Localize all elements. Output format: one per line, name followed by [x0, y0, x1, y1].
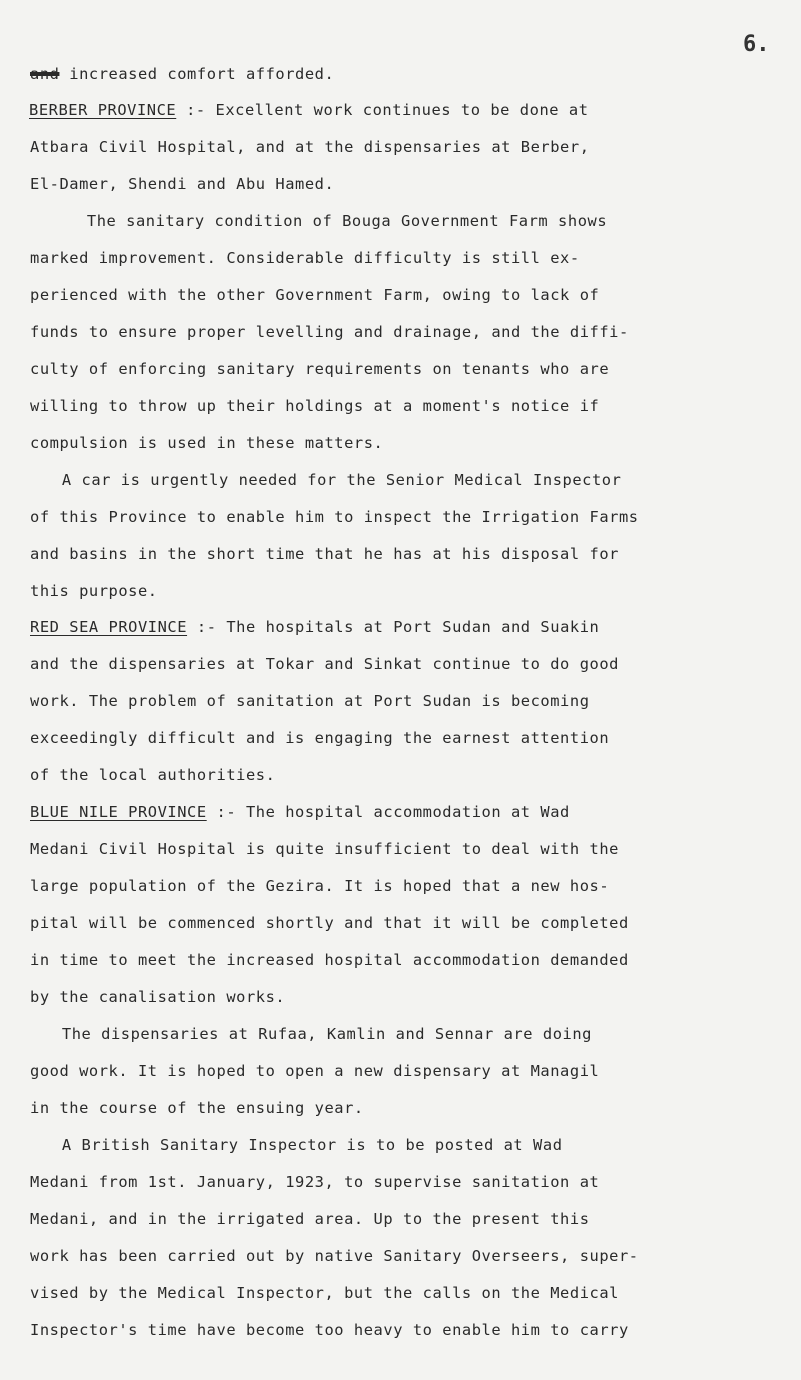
- struck-word: and: [30, 65, 60, 83]
- text-line: good work. It is hoped to open a new dispensary at Managil: [30, 1062, 600, 1080]
- text-line: in the course of the ensuing year.: [30, 1099, 364, 1117]
- heading-red-sea-province: RED SEA PROVINCE: [30, 618, 188, 636]
- text-line: Medani Civil Hospital is quite insufficient to deal with the: [30, 840, 619, 858]
- line-rest: :- The hospital accommodation at Wad: [206, 803, 570, 821]
- line-rest: :- Excellent work continues to be done at: [176, 101, 589, 119]
- text-line: A British Sanitary Inspector is to be posted at Wad: [3, 1136, 563, 1154]
- text-line: of the local authorities.: [30, 766, 276, 784]
- text-line: funds to ensure proper levelling and drainage, and the diffi-: [30, 323, 629, 341]
- text-line: Medani, and in the irrigated area. Up to the present this: [30, 1210, 590, 1228]
- text-line: this purpose.: [30, 582, 158, 600]
- text-line: El-Damer, Shendi and Abu Hamed.: [30, 175, 335, 193]
- text-line: Inspector's time have become too heavy to enable him to carry: [30, 1321, 629, 1339]
- text-line: A car is urgently needed for the Senior Medical Inspector: [3, 471, 622, 489]
- line-rest: increased comfort afforded.: [59, 65, 335, 83]
- section-red-sea: [30, 617, 599, 637]
- text-line: work. The problem of sanitation at Port Sudan is becoming: [30, 692, 590, 710]
- section-blue-nile: [30, 802, 570, 822]
- text-line: The sanitary condition of Bouga Government Farm shows: [28, 212, 608, 230]
- text-line: exceedingly difficult and is engaging the earnest attention: [30, 729, 610, 747]
- line-rest: :- The hospitals at Port Sudan and Suakin: [187, 618, 600, 636]
- text-line: Atbara Civil Hospital, and at the dispensaries at Berber,: [30, 138, 590, 156]
- text-line: willing to throw up their holdings at a moment's notice if: [30, 397, 600, 415]
- text-line: Medani from 1st. January, 1923, to supervise sanitation at: [30, 1173, 600, 1191]
- text-line: marked improvement. Considerable difficulty is still ex-: [30, 249, 580, 267]
- text-line: The dispensaries at Rufaa, Kamlin and Sennar are doing: [3, 1025, 592, 1043]
- text-line: work has been carried out by native Sanitary Overseers, super-: [30, 1247, 639, 1265]
- text-line: [30, 64, 334, 84]
- text-line: vised by the Medical Inspector, but the calls on the Medical: [30, 1284, 619, 1302]
- text-line: compulsion is used in these matters.: [30, 434, 384, 452]
- text-line: of this Province to enable him to inspect the Irrigation Farms: [30, 508, 639, 526]
- text-line: culty of enforcing sanitary requirements on tenants who are: [30, 360, 610, 378]
- text-line: in time to meet the increased hospital accommodation demanded: [30, 951, 629, 969]
- text-line: and basins in the short time that he has at his disposal for: [30, 545, 619, 563]
- text-line: pital will be commenced shortly and that it will be completed: [30, 914, 629, 932]
- text-line: and the dispensaries at Tokar and Sinkat continue to do good: [30, 655, 619, 673]
- text-line: by the canalisation works.: [30, 988, 286, 1006]
- section-berber: [29, 100, 589, 120]
- page-number: 6.: [743, 32, 770, 57]
- text-line: perienced with the other Government Farm, owing to lack of: [30, 286, 600, 304]
- text-line: large population of the Gezira. It is hoped that a new hos-: [30, 877, 610, 895]
- heading-berber-province: BERBER PROVINCE: [29, 101, 177, 119]
- heading-blue-nile-province: BLUE NILE PROVINCE: [30, 803, 207, 821]
